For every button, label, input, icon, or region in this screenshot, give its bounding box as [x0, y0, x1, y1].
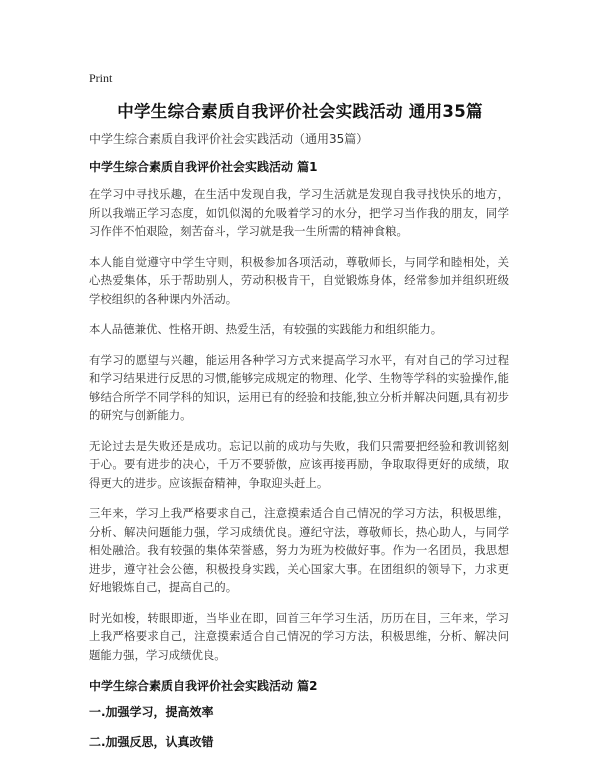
- sub-heading: 二.加强反思，认真改错: [89, 735, 214, 749]
- sub-heading: 一.加强学习，提高效率: [89, 705, 214, 719]
- paragraph: 本人品德兼优、性格开朗、热爱生活，有较强的实践能力和组织能力。: [89, 322, 443, 336]
- paragraph: 在学习中寻找乐趣，在生活中发现自我，学习生活就是发现自我寻找快乐的地方，所以我端正学习态度，如饥似渴的允吸着学习的水分，把学习当作我的朋友，同学习作伴不怕艰险，刻苦奋斗，学习就是我一生所需的精神食粮。: [89, 187, 509, 238]
- section-heading: 中学生综合素质自我评价社会实践活动 篇2: [89, 679, 318, 693]
- page-title: 中学生综合素质自我评价社会实践活动 通用35篇: [117, 102, 483, 121]
- paragraph: 无论过去是失败还是成功。忘记以前的成功与失败，我们只需要把经验和教训铭刻于心。要有进步的决心，千万不要骄傲，应该再接再励，争取取得更好的成绩，取得更大的进步。应该振奋精神，争取迎头赶上。: [89, 438, 509, 490]
- print-link[interactable]: Print: [89, 71, 113, 85]
- document-body: [89, 131, 509, 764]
- paragraph: 三年来，学习上我严格要求自己，注意摸索适合自己情况的学习方法，积极思维，分析、解决问题能力强，学习成绩优良。遵纪守法，尊敬师长，热心助人，与同学相处融洽。我有较强的集体荣誉感，努力为班为校做好事。作为一名团员，我思想进步，遵守社会公德，积极投身实践，关心国家大事。在团组织的领导下，力求更好地锻炼自己，提高自己的。: [89, 506, 509, 594]
- document-subtitle: 中学生综合素质自我评价社会实践活动（通用35篇）: [89, 132, 369, 146]
- paragraph: 有学习的愿望与兴趣，能运用各种学习方式来提高学习水平，有对自己的学习过程和学习结果进行反思的习惯,能够完成规定的物理、化学、生物等学科的实验操作,能够结合所学不同学科的知识，运用已有的经验和技能,独立分析并解决问题,具有初步的研究与创新能力。: [89, 352, 509, 422]
- paragraph: 本人能自觉遵守中学生守则，积极参加各项活动，尊敬师长，与同学和睦相处，关心热爱集体，乐于帮助别人，劳动积极肯干，自觉锻炼身体，经常参加并组织班级学校组织的各种课内外活动。: [89, 254, 509, 306]
- paragraph: 时光如梭，转眼即逝，当毕业在即，回首三年学习生活，历历在目，三年来，学习上我严格要求自己，注意摸索适合自己情况的学习方法，积极思维，分析、解决问题能力强，学习成绩优良。: [89, 610, 509, 662]
- section-heading: 中学生综合素质自我评价社会实践活动 篇1: [89, 160, 318, 174]
